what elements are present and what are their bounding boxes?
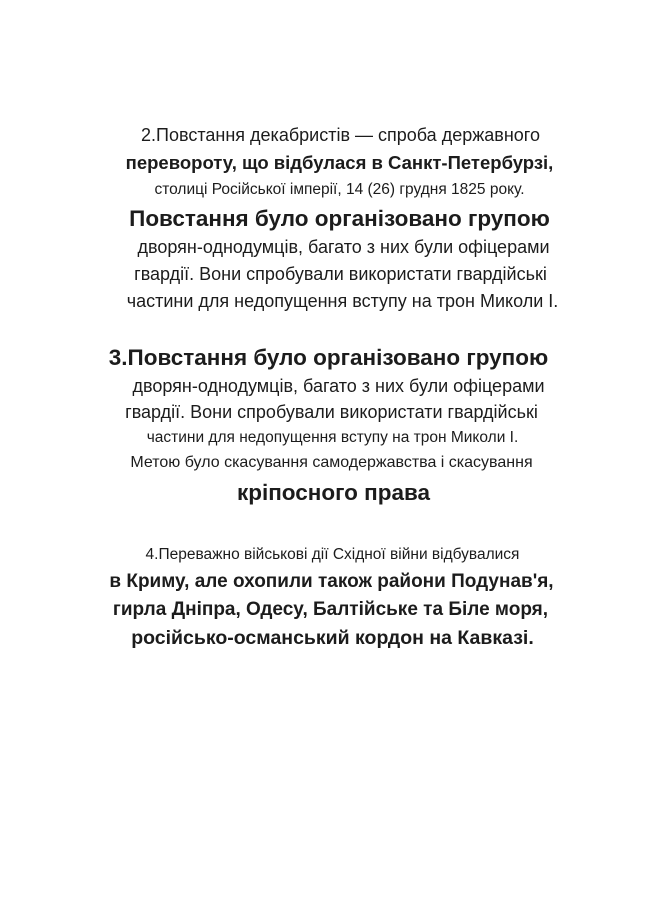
paragraph-line: перевороту, що відбулася в Санкт-Петербурзі, bbox=[125, 152, 554, 173]
paragraph-line: частини для недопущення вступу на трон Миколи I. bbox=[146, 429, 519, 446]
paragraph-line: гвардії. Вони спробували використати гвардійські bbox=[125, 402, 538, 422]
paragraph-line: в Криму, але охопили також райони Подунав'я, bbox=[109, 571, 554, 592]
paragraph-line: столиці Російської імперії, 14 (26) грудня 1825 року. bbox=[154, 181, 525, 198]
paragraph-3 bbox=[0, 342, 665, 510]
paragraph-line: гирла Дніпра, Одесу, Балтійське та Біле моря, bbox=[112, 599, 549, 620]
paragraph-line: російсько-османський кордон на Кавказі. bbox=[131, 627, 534, 649]
paragraph-line: 4.Переважно військові дії Східної війни відбувалися bbox=[145, 546, 520, 563]
paragraph-line: гвардії. Вони спробували використати гвардійські bbox=[134, 264, 547, 284]
paragraph-line: 2.Повстання декабристів — спроба державного bbox=[141, 125, 540, 145]
paragraph-line: дворян-однодумців, багато з них були офіцерами bbox=[132, 376, 545, 396]
paragraph-line: Повстання було організовано групою bbox=[129, 206, 550, 231]
paragraph-line: частини для недопущення вступу на трон Миколи I. bbox=[126, 291, 559, 311]
paragraph-4 bbox=[0, 541, 665, 653]
paragraph-line: 3.Повстання було організовано групою bbox=[108, 345, 549, 370]
paragraph-line: кріпосного права bbox=[236, 480, 431, 505]
paragraph-line: дворян-однодумців, багато з них були офіцерами bbox=[137, 237, 550, 257]
paragraph-2 bbox=[0, 122, 665, 315]
paragraph-line: Метою було скасування самодержавства і скасування bbox=[130, 454, 533, 471]
